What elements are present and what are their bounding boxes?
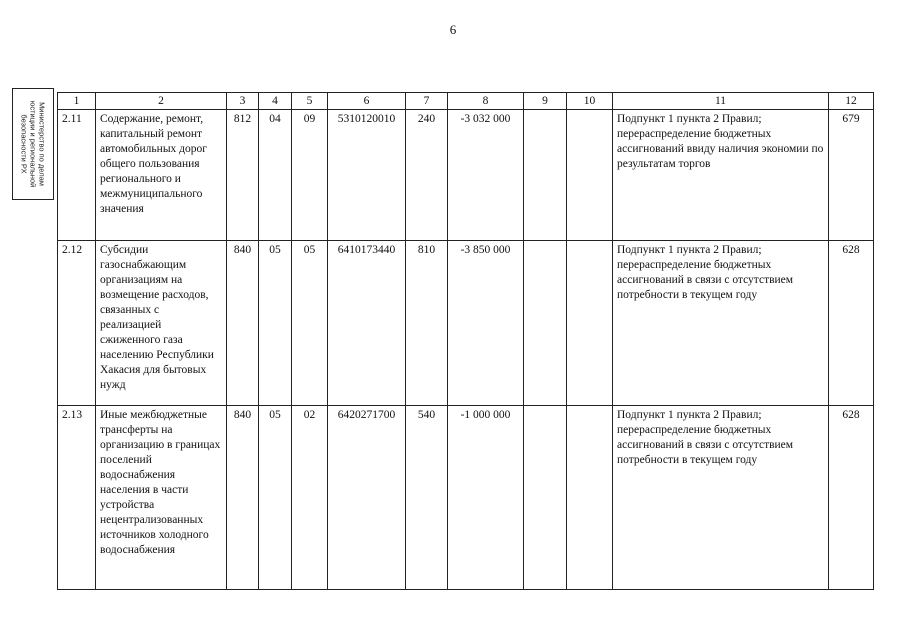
column-header: 6	[328, 93, 406, 110]
cell-item-number: 2.12	[58, 241, 96, 406]
column-header: 5	[292, 93, 328, 110]
stamp-line: Министерство по делам	[37, 102, 47, 186]
cell-reference: 628	[829, 241, 874, 406]
stamp-line: безопасности РХ	[19, 114, 29, 174]
cell-justification: Подпункт 1 пункта 2 Правил; перераспределение бюджетных ассигнований в связи с отсутствием потребности в текущем году	[613, 241, 829, 406]
cell-subsection: 05	[292, 241, 328, 406]
cell-empty	[524, 241, 567, 406]
cell-section: 05	[259, 241, 292, 406]
table-header-row	[58, 93, 874, 110]
cell-amount: -3 850 000	[448, 241, 524, 406]
cell-section: 04	[259, 110, 292, 241]
cell-expense-name: Иные межбюджетные трансферты на организацию в границах поселений водоснабжения населения в части устройства нецентрализованных источников холодного водоснабжения	[96, 406, 227, 590]
cell-code: 840	[227, 406, 259, 590]
column-header: 3	[227, 93, 259, 110]
ministry-stamp	[12, 88, 54, 200]
cell-target-article: 6420271700	[328, 406, 406, 590]
cell-reference: 679	[829, 110, 874, 241]
cell-code: 840	[227, 241, 259, 406]
column-header: 12	[829, 93, 874, 110]
cell-subsection: 09	[292, 110, 328, 241]
cell-empty	[524, 406, 567, 590]
cell-subsection: 02	[292, 406, 328, 590]
cell-empty	[567, 241, 613, 406]
cell-expense-name: Содержание, ремонт, капитальный ремонт автомобильных дорог общего пользования регионального и межмуниципального значения	[96, 110, 227, 241]
cell-target-article: 5310120010	[328, 110, 406, 241]
stamp-text	[20, 90, 47, 198]
column-header: 9	[524, 93, 567, 110]
column-header: 8	[448, 93, 524, 110]
column-header: 4	[259, 93, 292, 110]
cell-item-number: 2.13	[58, 406, 96, 590]
stamp-line: юстиции и региональной	[28, 100, 38, 188]
cell-justification: Подпункт 1 пункта 2 Правил; перераспределение бюджетных ассигнований в связи с отсутствием потребности в текущем году	[613, 406, 829, 590]
table-row	[58, 406, 874, 590]
cell-expense-type: 540	[406, 406, 448, 590]
cell-amount: -3 032 000	[448, 110, 524, 241]
budget-table	[57, 92, 874, 590]
cell-justification: Подпункт 1 пункта 2 Правил; перераспределение бюджетных ассигнований ввиду наличия экономии по результатам торгов	[613, 110, 829, 241]
cell-reference: 628	[829, 406, 874, 590]
table-row	[58, 110, 874, 241]
cell-code: 812	[227, 110, 259, 241]
cell-empty	[567, 406, 613, 590]
cell-section: 05	[259, 406, 292, 590]
cell-item-number: 2.11	[58, 110, 96, 241]
table-row	[58, 241, 874, 406]
column-header: 11	[613, 93, 829, 110]
column-header: 10	[567, 93, 613, 110]
cell-expense-type: 240	[406, 110, 448, 241]
cell-empty	[524, 110, 567, 241]
cell-expense-name: Субсидии газоснабжающим организациям на возмещение расходов, связанных с реализацией сжиженного газа населению Республики Хакасия для бытовых нужд	[96, 241, 227, 406]
cell-amount: -1 000 000	[448, 406, 524, 590]
column-header: 7	[406, 93, 448, 110]
cell-empty	[567, 110, 613, 241]
cell-expense-type: 810	[406, 241, 448, 406]
cell-target-article: 6410173440	[328, 241, 406, 406]
column-header: 1	[58, 93, 96, 110]
column-header: 2	[96, 93, 227, 110]
page-number: 6	[449, 22, 457, 37]
